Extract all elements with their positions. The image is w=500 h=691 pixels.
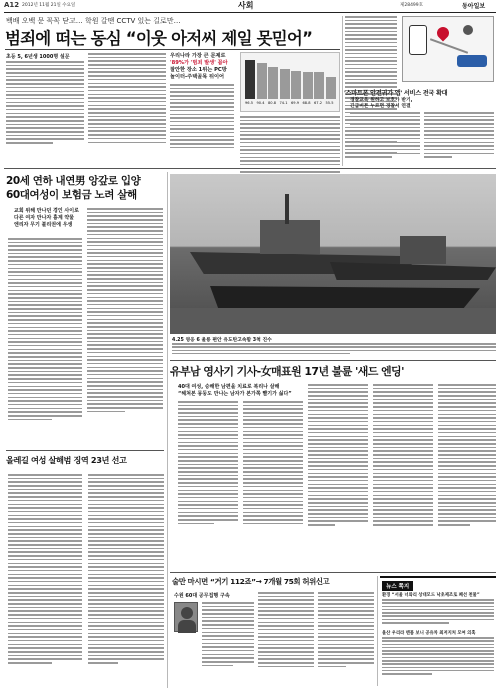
chart-value-labels bbox=[245, 101, 337, 108]
ship-bridge bbox=[260, 220, 320, 254]
left-story-headline bbox=[6, 174, 166, 202]
left-headline-line-2: 60대여성이 보험금 노려 살해 bbox=[6, 189, 137, 201]
left-deck-2: 다른 여자 만나자 흉계 약물 bbox=[14, 215, 75, 221]
news-brief-label: 뉴스 쪽지 bbox=[382, 581, 413, 591]
chart-value-label: 68.8 bbox=[302, 101, 311, 105]
main-body-col1 bbox=[178, 401, 238, 524]
chart-bar bbox=[245, 60, 255, 99]
left-deck-1: 교회 위해 만나던 경인 사이로 bbox=[14, 208, 79, 214]
column-rule bbox=[342, 16, 343, 166]
ship-bridge bbox=[400, 236, 446, 264]
lead-sub-4: 놀이터-주택골목 뒤이어 bbox=[170, 74, 225, 80]
map-pin-icon bbox=[435, 25, 452, 42]
lead-byline: 초등 5, 6년생 1000명 설문 bbox=[6, 54, 70, 60]
chart-value-label: 74.1 bbox=[279, 101, 288, 105]
ship-hull bbox=[210, 286, 480, 308]
main-deck-2: “헤쳐본 몽둥도 만나는 남자가 본가쪽 빨기가 싫다” bbox=[178, 391, 292, 397]
chart-bar bbox=[303, 72, 313, 100]
paper-name: 동아일보 bbox=[462, 3, 486, 10]
main-body-col3 bbox=[308, 384, 368, 526]
chart-value-label: 90.4 bbox=[256, 101, 265, 105]
chart-bar bbox=[257, 63, 267, 99]
chart-bar bbox=[268, 67, 278, 99]
left-bottom-divider bbox=[6, 450, 164, 451]
page-number: A12 bbox=[4, 1, 20, 9]
chart-bar bbox=[326, 77, 336, 99]
chart-bar bbox=[291, 71, 301, 99]
side-body-col1 bbox=[350, 112, 420, 158]
lead-sub-2: '89%가 '범죄 발생' 꼽아 bbox=[170, 60, 228, 66]
main-body-col5 bbox=[438, 384, 496, 526]
masthead bbox=[0, 0, 500, 11]
section-title: 사회 bbox=[238, 1, 254, 10]
sea-water bbox=[170, 308, 496, 334]
left-bottom-col2 bbox=[88, 474, 164, 664]
chart-value-label: 80.8 bbox=[268, 101, 277, 105]
news-brief-body-2 bbox=[382, 637, 494, 675]
lead-body-col3 bbox=[170, 84, 234, 148]
edition-number: 제28499호 bbox=[400, 3, 424, 8]
side-sub-2: 긴급버튼 누르면 경찰서 연결 bbox=[350, 104, 411, 109]
warship-photo bbox=[170, 174, 496, 334]
lead-sub-1: 우리나라 가장 큰 문제로 bbox=[170, 53, 226, 59]
news-brief-item-2: 울산 우리라 맨몸 보니 공유차 최저지처 모여 의혹 bbox=[382, 631, 476, 636]
column-rule bbox=[377, 576, 378, 686]
main-deck-1: 40대 여성, 승해한 남편을 치료로 복리나 살해 bbox=[178, 384, 280, 390]
side-illustration bbox=[402, 16, 494, 82]
center-bottom-col1 bbox=[202, 602, 254, 666]
column-rule bbox=[167, 172, 168, 688]
lead-subhead bbox=[170, 53, 234, 81]
center-bottom-deck: 수원 60대 공무집행 구속 bbox=[174, 593, 230, 599]
center-bottom-divider bbox=[170, 572, 496, 573]
lead-body-col2 bbox=[88, 53, 166, 143]
mugshot-photo bbox=[174, 602, 198, 632]
main-body-col4 bbox=[373, 384, 433, 526]
center-bottom-col3 bbox=[318, 592, 374, 667]
lead-body-col1 bbox=[6, 61, 84, 144]
person-icon bbox=[463, 25, 473, 35]
side-body-col2 bbox=[424, 112, 494, 158]
lead-chart bbox=[240, 52, 340, 112]
ship-hull bbox=[330, 262, 496, 280]
left-body-col2 bbox=[87, 208, 163, 412]
chart-bar bbox=[280, 69, 290, 99]
side-sub-1: 경찰교육 원하고 보호가 받기, bbox=[350, 98, 413, 103]
news-brief-body-1 bbox=[382, 599, 494, 624]
side-subhead bbox=[350, 98, 440, 110]
news-brief-item-1: 환경 “서울 너와리 상대모드 낙초제조로 폐선 천물” bbox=[382, 593, 480, 598]
center-bottom-headline: 술만 마시면 “거기 112죠”→ 7개월 75회 허위신고 bbox=[172, 577, 330, 586]
lead-rule bbox=[5, 49, 340, 50]
side-headline: '스마트폰 안전귀가 앱' 서비스 전국 확대 bbox=[344, 90, 448, 97]
center-bottom-col2 bbox=[258, 592, 314, 667]
person-silhouette-body bbox=[178, 620, 196, 633]
left-bottom-headline: 올레길 여성 살해범 징역 23년 선고 bbox=[6, 455, 127, 465]
main-body-col2 bbox=[243, 401, 303, 524]
phone-icon bbox=[409, 25, 427, 55]
chart-value-label: 55.5 bbox=[325, 101, 334, 105]
news-brief-box bbox=[380, 576, 496, 686]
photo-divider bbox=[170, 360, 496, 361]
ship-mast bbox=[285, 194, 289, 224]
person-silhouette-icon bbox=[181, 607, 193, 619]
lead-kicker: 백배 오백 문 꼭꼭 닫고… 학원 갈땐 CCTV 있는 길로만… bbox=[6, 17, 181, 25]
issue-date: 2012년 11월 21일 수요일 bbox=[22, 3, 76, 8]
left-headline-line-1: 20세 연하 내연男 앙갚로 입양 bbox=[6, 175, 141, 187]
chart-plot bbox=[245, 59, 337, 99]
chart-value-label: 96.5 bbox=[245, 101, 254, 105]
police-car-icon bbox=[457, 55, 487, 67]
photo-caption-body bbox=[172, 343, 496, 354]
chart-bar bbox=[314, 72, 324, 99]
lead-headline: 범죄에 떠는 동심 “이웃 아저씨 제일 못믿어” bbox=[5, 29, 313, 48]
route-line-icon bbox=[430, 38, 468, 54]
section-divider-1 bbox=[4, 168, 496, 169]
chart-value-label: 67.2 bbox=[314, 101, 323, 105]
main-story-headline: 유부남 영사기 기사-女매표원 17년 불륜 '새드 엔딩' bbox=[170, 365, 404, 378]
lead-sub-3: 잘안한 장소 1위는 PC방 bbox=[170, 67, 227, 73]
chart-value-label: 69.9 bbox=[291, 101, 300, 105]
photo-caption-title: 4.25 영웅 6 울릉 편안 유도탄고속함 3척 진수 bbox=[172, 338, 272, 343]
left-deck-3: 엔리자 무기 불리권에 우생 bbox=[14, 222, 73, 228]
left-bottom-col1 bbox=[8, 474, 82, 664]
left-body-col1 bbox=[8, 238, 82, 420]
masthead-rule bbox=[4, 12, 496, 13]
